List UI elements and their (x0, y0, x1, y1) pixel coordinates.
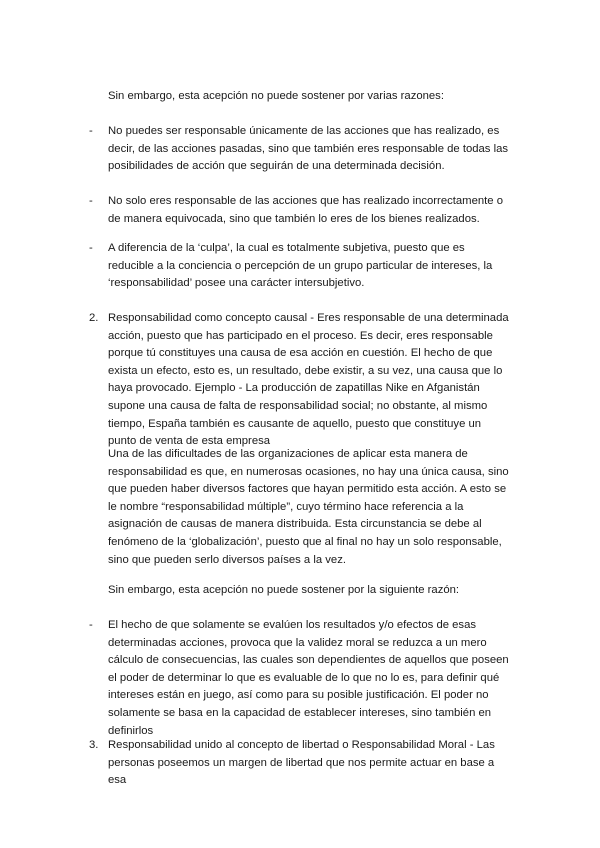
list-number-2: 2. (89, 312, 99, 324)
bullet-marker: - (89, 195, 93, 207)
intro-paragraph-1: Sin embargo, esta acepción no puede sostener por varias razones: (108, 90, 444, 102)
bullet-marker: - (89, 125, 93, 137)
bullet-text: No solo eres responsable de las acciones que has realizado incorrectamente o de manera equivocada, sino que también lo eres de los bienes realizados. (108, 195, 503, 225)
list-number-3: 3. (89, 739, 99, 751)
bullet-marker: - (89, 242, 93, 254)
bullet-text: No puedes ser responsable únicamente de las acciones que has realizado, es decir, de las acciones pasadas, sino que también eres responsable de todas las posibilidades de acción que seguirán de una determinada decisión. (108, 125, 509, 173)
item-2-paragraph-2: Una de las dificultades de las organizaciones de aplicar esta manera de responsabilidad es que, en numerosas ocasiones, no hay una única causa, sino que pueden haber diversos factores que hayan permitido esta acción. A esto se le nombre “responsabilidad múltiple”, cuyo término hace referencia a la asignación de causas de manera distribuida. Esta circunstancia se debe al fenómeno de la ‘globalización’, puesto que al final no hay un solo responsable, sino que pueden serlo diversos países a la vez. (108, 448, 509, 566)
bullet-text: El hecho de que solamente se evalúen los resultados y/o efectos de esas determinadas acciones, provoca que la validez moral se reduzca a un mero cálculo de consecuencias, las cuales son dependientes de aquellos que poseen el poder de determinar lo que es evaluable de lo que no lo es, para definir qué intereses están en juego, así como para su posible justificación. El poder no solamente se basa en la capacidad de establecer intereses, sino también en definirlos (108, 619, 509, 737)
item-2-text: Responsabilidad como concepto causal - Eres responsable de una determinada acción, puesto que has participado en el proceso. Es decir, eres responsable porque tú constituyes una causa de esa acción en cuestión. El hecho de que exista un efecto, esto es, un resultado, debe existir, a su vez, una causa que lo haya provocado. Ejemplo - La producción de zapatillas Nike en Afganistán supone una causa de falta de responsabilidad social; no obstante, al mismo tiempo, España también es causante de aquello, puesto que constituye un punto de venta de esta empresa (108, 312, 509, 448)
bullet-marker: - (89, 619, 93, 631)
item-3-text: Responsabilidad unido al concepto de libertad o Responsabilidad Moral - Las personas poseemos un margen de libertad que nos permite actuar en base a esa (108, 739, 495, 787)
bullet-text: A diferencia de la ‘culpa’, la cual es totalmente subjetiva, puesto que es reducible a la conciencia o percepción de un grupo particular de intereses, la ‘responsabilidad’ posee una carácter intersubjetivo. (108, 242, 493, 290)
intro-paragraph-2: Sin embargo, esta acepción no puede sostener por la siguiente razón: (108, 584, 460, 596)
